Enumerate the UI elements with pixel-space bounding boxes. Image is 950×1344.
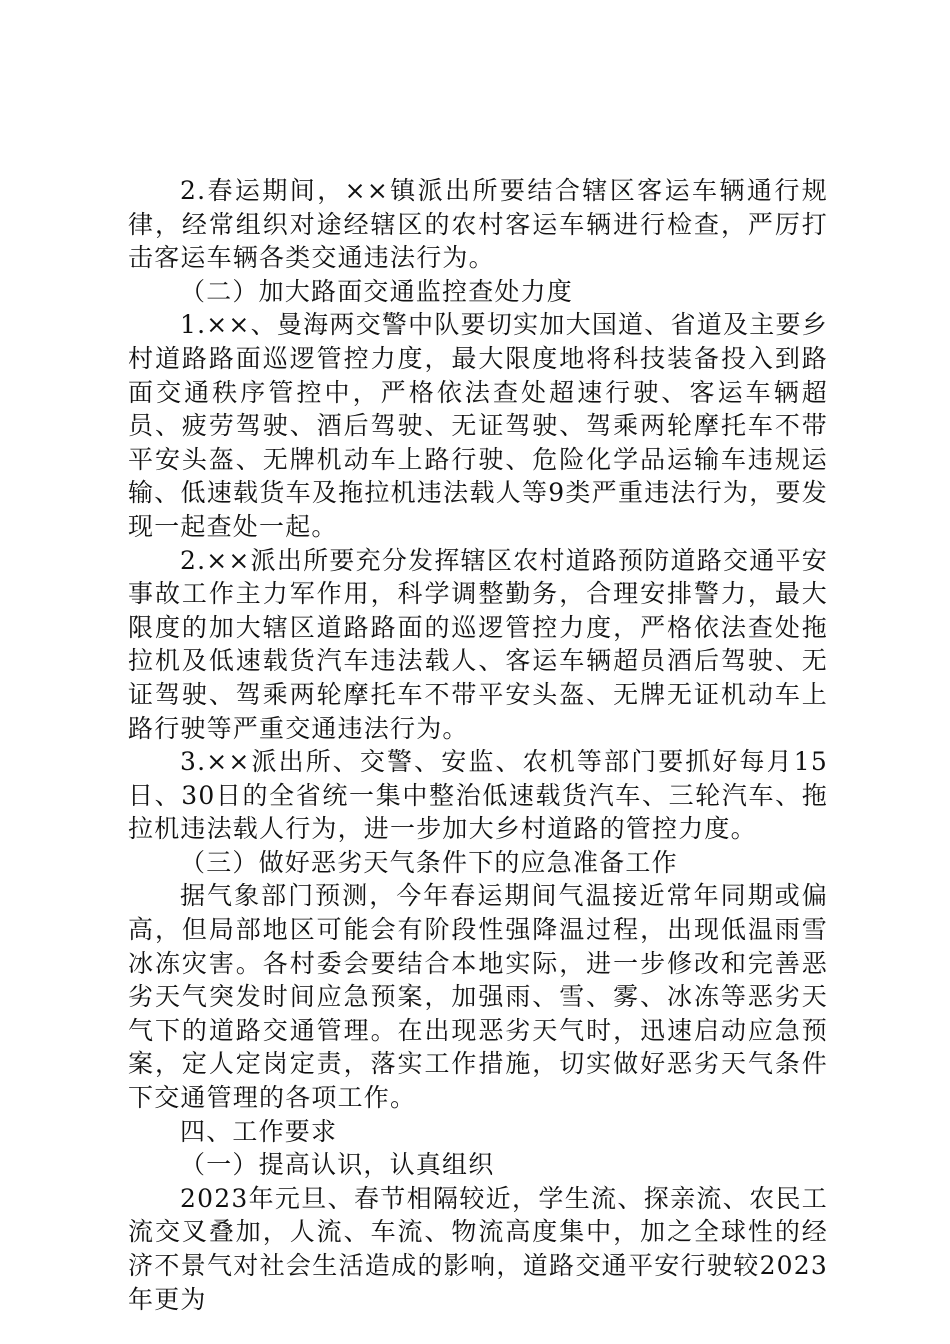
section-heading-bad-weather: （三）做好恶劣天气条件下的应急准备工作: [180, 847, 678, 877]
paragraph-spring-transport-inspection: 2.春运期间，××镇派出所要结合辖区客运车辆通行规律，经常组织对途经辖区的农村客运车辆进行检查，严厉打击客运车辆各类交通违法行为。: [128, 176, 828, 273]
paragraph-monthly-rectification: 3.××派出所、交警、安监、农机等部门要抓好每月15日、30日的全省统一集中整治低速载货汽车、三轮汽车、拖拉机违法载人行为，进一步加大乡村道路的管控力度。: [128, 747, 828, 844]
paragraph-police-station-duty: 2.××派出所要充分发挥辖区农村道路预防道路交通平安事故工作主力军作用，科学调整勤务，合理安排警力，最大限度的加大辖区道路路面的巡逻管控力度，严格依法查处拖拉机及低速载货汽车违法载人、客运车辆超员酒后驾驶、无证驾驶、驾乘两轮摩托车不带平安头盔、无牌无证机动车上路行驶等严重交通违法行为。: [128, 545, 828, 743]
paragraph-traffic-police-patrol: 1.××、曼海两交警中队要切实加大国道、省道及主要乡村道路路面巡逻管控力度，最大限度地将科技装备投入到路面交通秩序管控中，严格依法查处超速行驶、客运车辆超员、疲劳驾驶、酒后驾驶、无证驾驶、驾乘两轮摩托车不带平安头盔、无牌机动车上路行驶、危险化学品运输车违规运输、低速载货车及拖拉机违法载人等9类严重违法行为，要发现一起查处一起。: [128, 310, 828, 541]
section-heading-work-requirements: 四、工作要求: [180, 1116, 338, 1146]
section-heading-raise-awareness: （一）提高认识，认真组织: [180, 1150, 495, 1180]
document-page: [128, 174, 828, 1316]
paragraph-weather-forecast: 据气象部门预测，今年春运期间气温接近常年同期或偏高，但局部地区可能会有阶段性强降温过程，出现低温雨雪冰冻灾害。各村委会要结合本地实际，进一步修改和完善恶劣天气突发时间应急预案，加强雨、雪、雾、冰冻等恶劣天气下的道路交通管理。在出现恶劣天气时，迅速启动应急预案，定人定岗定责，落实工作措施，切实做好恶劣天气条件下交通管理的各项工作。: [128, 881, 828, 1113]
section-heading-road-monitoring: （二）加大路面交通监控查处力度: [180, 276, 574, 306]
paragraph-holiday-traffic: 2023年元旦、春节相隔较近，学生流、探亲流、农民工流交叉叠加，人流、车流、物流高度集中，加之全球性的经济不景气对社会生活造成的影响，道路交通平安行驶较2023年更为: [128, 1183, 828, 1314]
